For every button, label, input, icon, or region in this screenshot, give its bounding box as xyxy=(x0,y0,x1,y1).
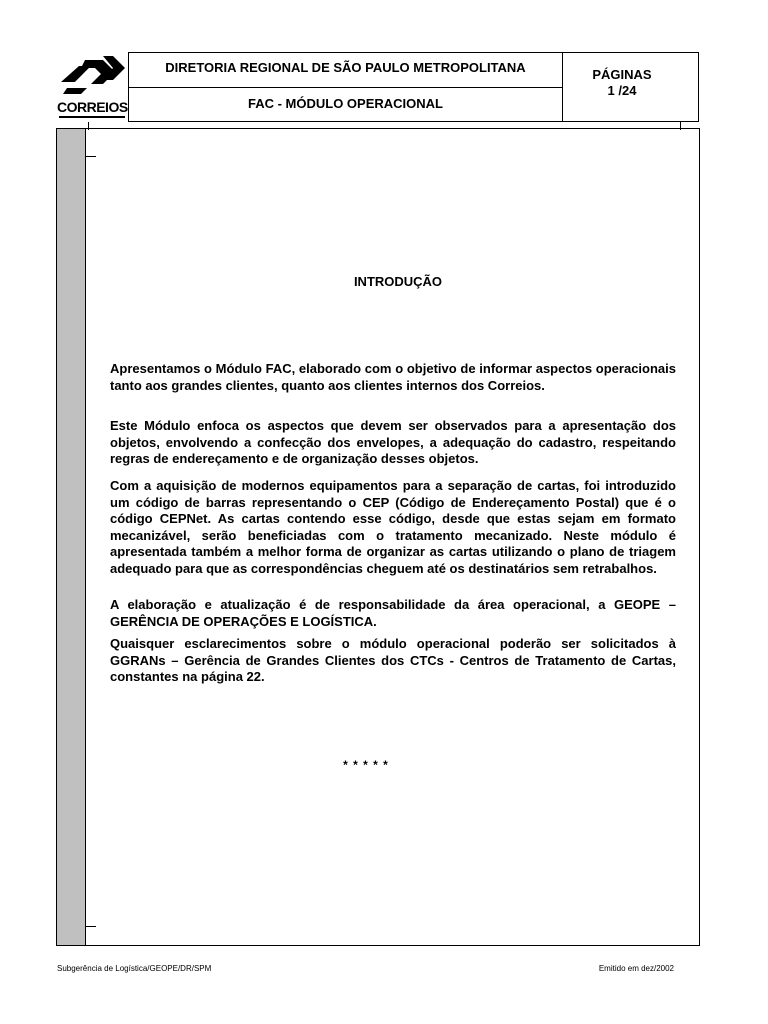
header-pages xyxy=(563,53,699,121)
margin-tick-bottom xyxy=(86,926,96,927)
footer-issue-date: Emitido em dez/2002 xyxy=(598,964,674,973)
document-header xyxy=(128,52,699,122)
footer-department: Subgerência de Logística/GEOPE/DR/SPM xyxy=(57,964,212,973)
pages-value: 1 /24 xyxy=(607,83,637,98)
paragraph-3: Com a aquisição de modernos equipamentos para a separação de cartas, foi introduzido um código de barras representando o CEP (Código de Endereçamento Postal) que é o código CEPNet. As cartas contendo esse código, desde que estas sejam em formato mecanizável, serão beneficiadas com o tratamento mecanizado. Neste módulo é apresentada também a melhor forma de organizar as cartas utilizando o plano de triagem adequado para que as correspondências cheguem até os destinatários sem retrabalhos. xyxy=(110,478,676,576)
paragraph-2: Este Módulo enfoca os aspectos que devem ser observados para a apresentação dos objetos, envolvendo a confecção dos envelopes, a adequação do cadastro, respeitando regras de endereçamento e de organização desses objetos. xyxy=(110,418,676,466)
section-title: INTRODUÇÃO xyxy=(353,274,443,289)
end-mark: * * * * * xyxy=(343,758,389,772)
binding-margin-bar xyxy=(57,129,86,945)
pages-label: PÁGINAS xyxy=(592,67,652,82)
paragraph-4: A elaboração e atualização é de responsabilidade da área operacional, a GEOPE – GERÊNCIA DE OPERAÇÕES E LOGÍSTICA. xyxy=(110,597,676,629)
paragraph-1: Apresentamos o Módulo FAC, elaborado com o objetivo de informar aspectos operacionais tanto aos grandes clientes, quanto aos clientes internos dos Correios. xyxy=(110,361,676,393)
header-directorate: DIRETORIA REGIONAL DE SÃO PAULO METROPOLITANA xyxy=(129,53,563,88)
logo-underline xyxy=(59,116,125,118)
correios-logo xyxy=(57,52,127,120)
correios-arrows-icon xyxy=(57,52,127,98)
header-module: FAC - MÓDULO OPERACIONAL xyxy=(129,88,563,122)
margin-tick-top xyxy=(86,156,96,157)
paragraph-5: Quaisquer esclarecimentos sobre o módulo operacional poderão ser solicitados à GGRANs – Gerência de Grandes Clientes dos CTCs - Centros de Tratamento de Cartas, constantes na página 22. xyxy=(110,636,676,684)
logo-brand-text: CORREIOS xyxy=(57,99,128,115)
